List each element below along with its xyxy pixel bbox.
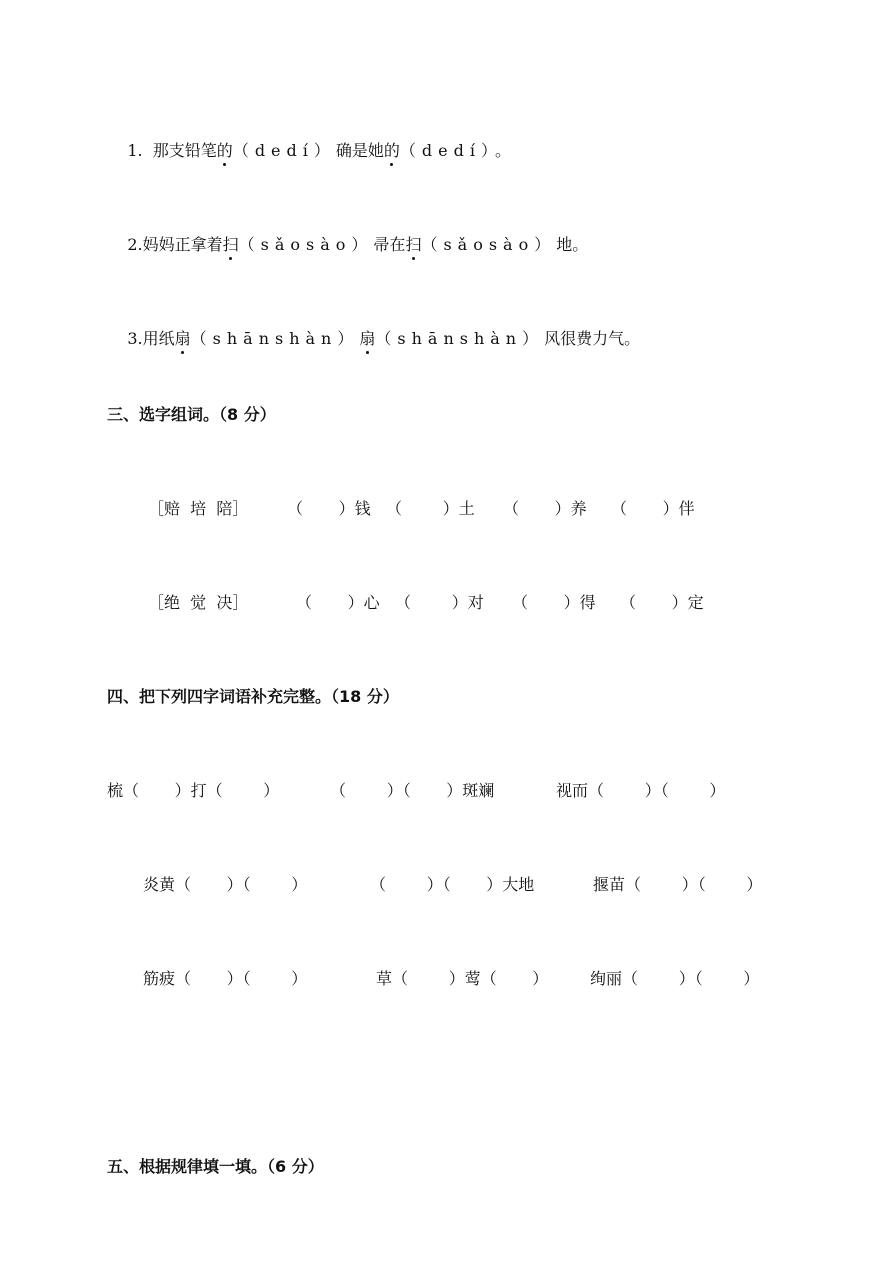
section3-row1-item: （ ）养: [503, 499, 587, 518]
idiom-blank: 筋疲（ ）（ ）: [143, 969, 308, 988]
dotted-char: 扫: [222, 235, 239, 254]
idiom-blank: 视而（ ）（ ）: [556, 781, 726, 800]
section3-row1-item: （ ）土: [386, 499, 475, 518]
section3-row2-item: （ ）心: [296, 593, 380, 612]
dotted-char: 的: [216, 141, 233, 160]
idiom-blank: 梳（ ）打（ ）: [107, 781, 280, 800]
q2-item-2: 2.妈妈正拿着扫（sǎosào）帚在扫（sǎosào）地。: [127, 235, 589, 254]
section5-title: 五、根据规律填一填。（6 分）: [107, 1157, 324, 1176]
section3-title: 三、选字组词。（8 分）: [107, 405, 276, 424]
section3-row2-item: （ ）对: [395, 593, 484, 612]
dotted-char: 扇: [359, 329, 376, 348]
section3-row1-item: （ ）伴: [611, 499, 695, 518]
dotted-char: 扇: [174, 329, 191, 348]
section3-row1-item: （ ）钱: [287, 499, 371, 518]
idiom-blank: （ ）（ ）大地: [370, 875, 535, 894]
dotted-char: 扫: [405, 235, 422, 254]
idiom-blank: 草（ ）莺（ ）: [376, 969, 549, 988]
section3-row2-item: （ ）得: [512, 593, 596, 612]
section3-row2-item: （ ）定: [620, 593, 704, 612]
section3-row2-group: ［绝 觉 决］: [148, 593, 249, 612]
idiom-blank: 揠苗（ ）（ ）: [593, 875, 763, 894]
dotted-char: 的: [383, 141, 400, 160]
section3-row1-group: ［赔 培 陪］: [148, 499, 249, 518]
q2-item-1: 1. 那支铅笔的（dedí）确是她的（dedí）。: [127, 141, 512, 160]
idiom-blank: 炎黄（ ）（ ）: [143, 875, 308, 894]
section4-title: 四、把下列四字词语补充完整。（18 分）: [107, 687, 399, 706]
q2-item-3: 3.用纸扇（shānshàn）扇（shānshàn）风很费力气。: [127, 329, 641, 348]
idiom-blank: 绚丽（ ）（ ）: [590, 969, 760, 988]
idiom-blank: （ ）（ ）斑斓: [330, 781, 495, 800]
